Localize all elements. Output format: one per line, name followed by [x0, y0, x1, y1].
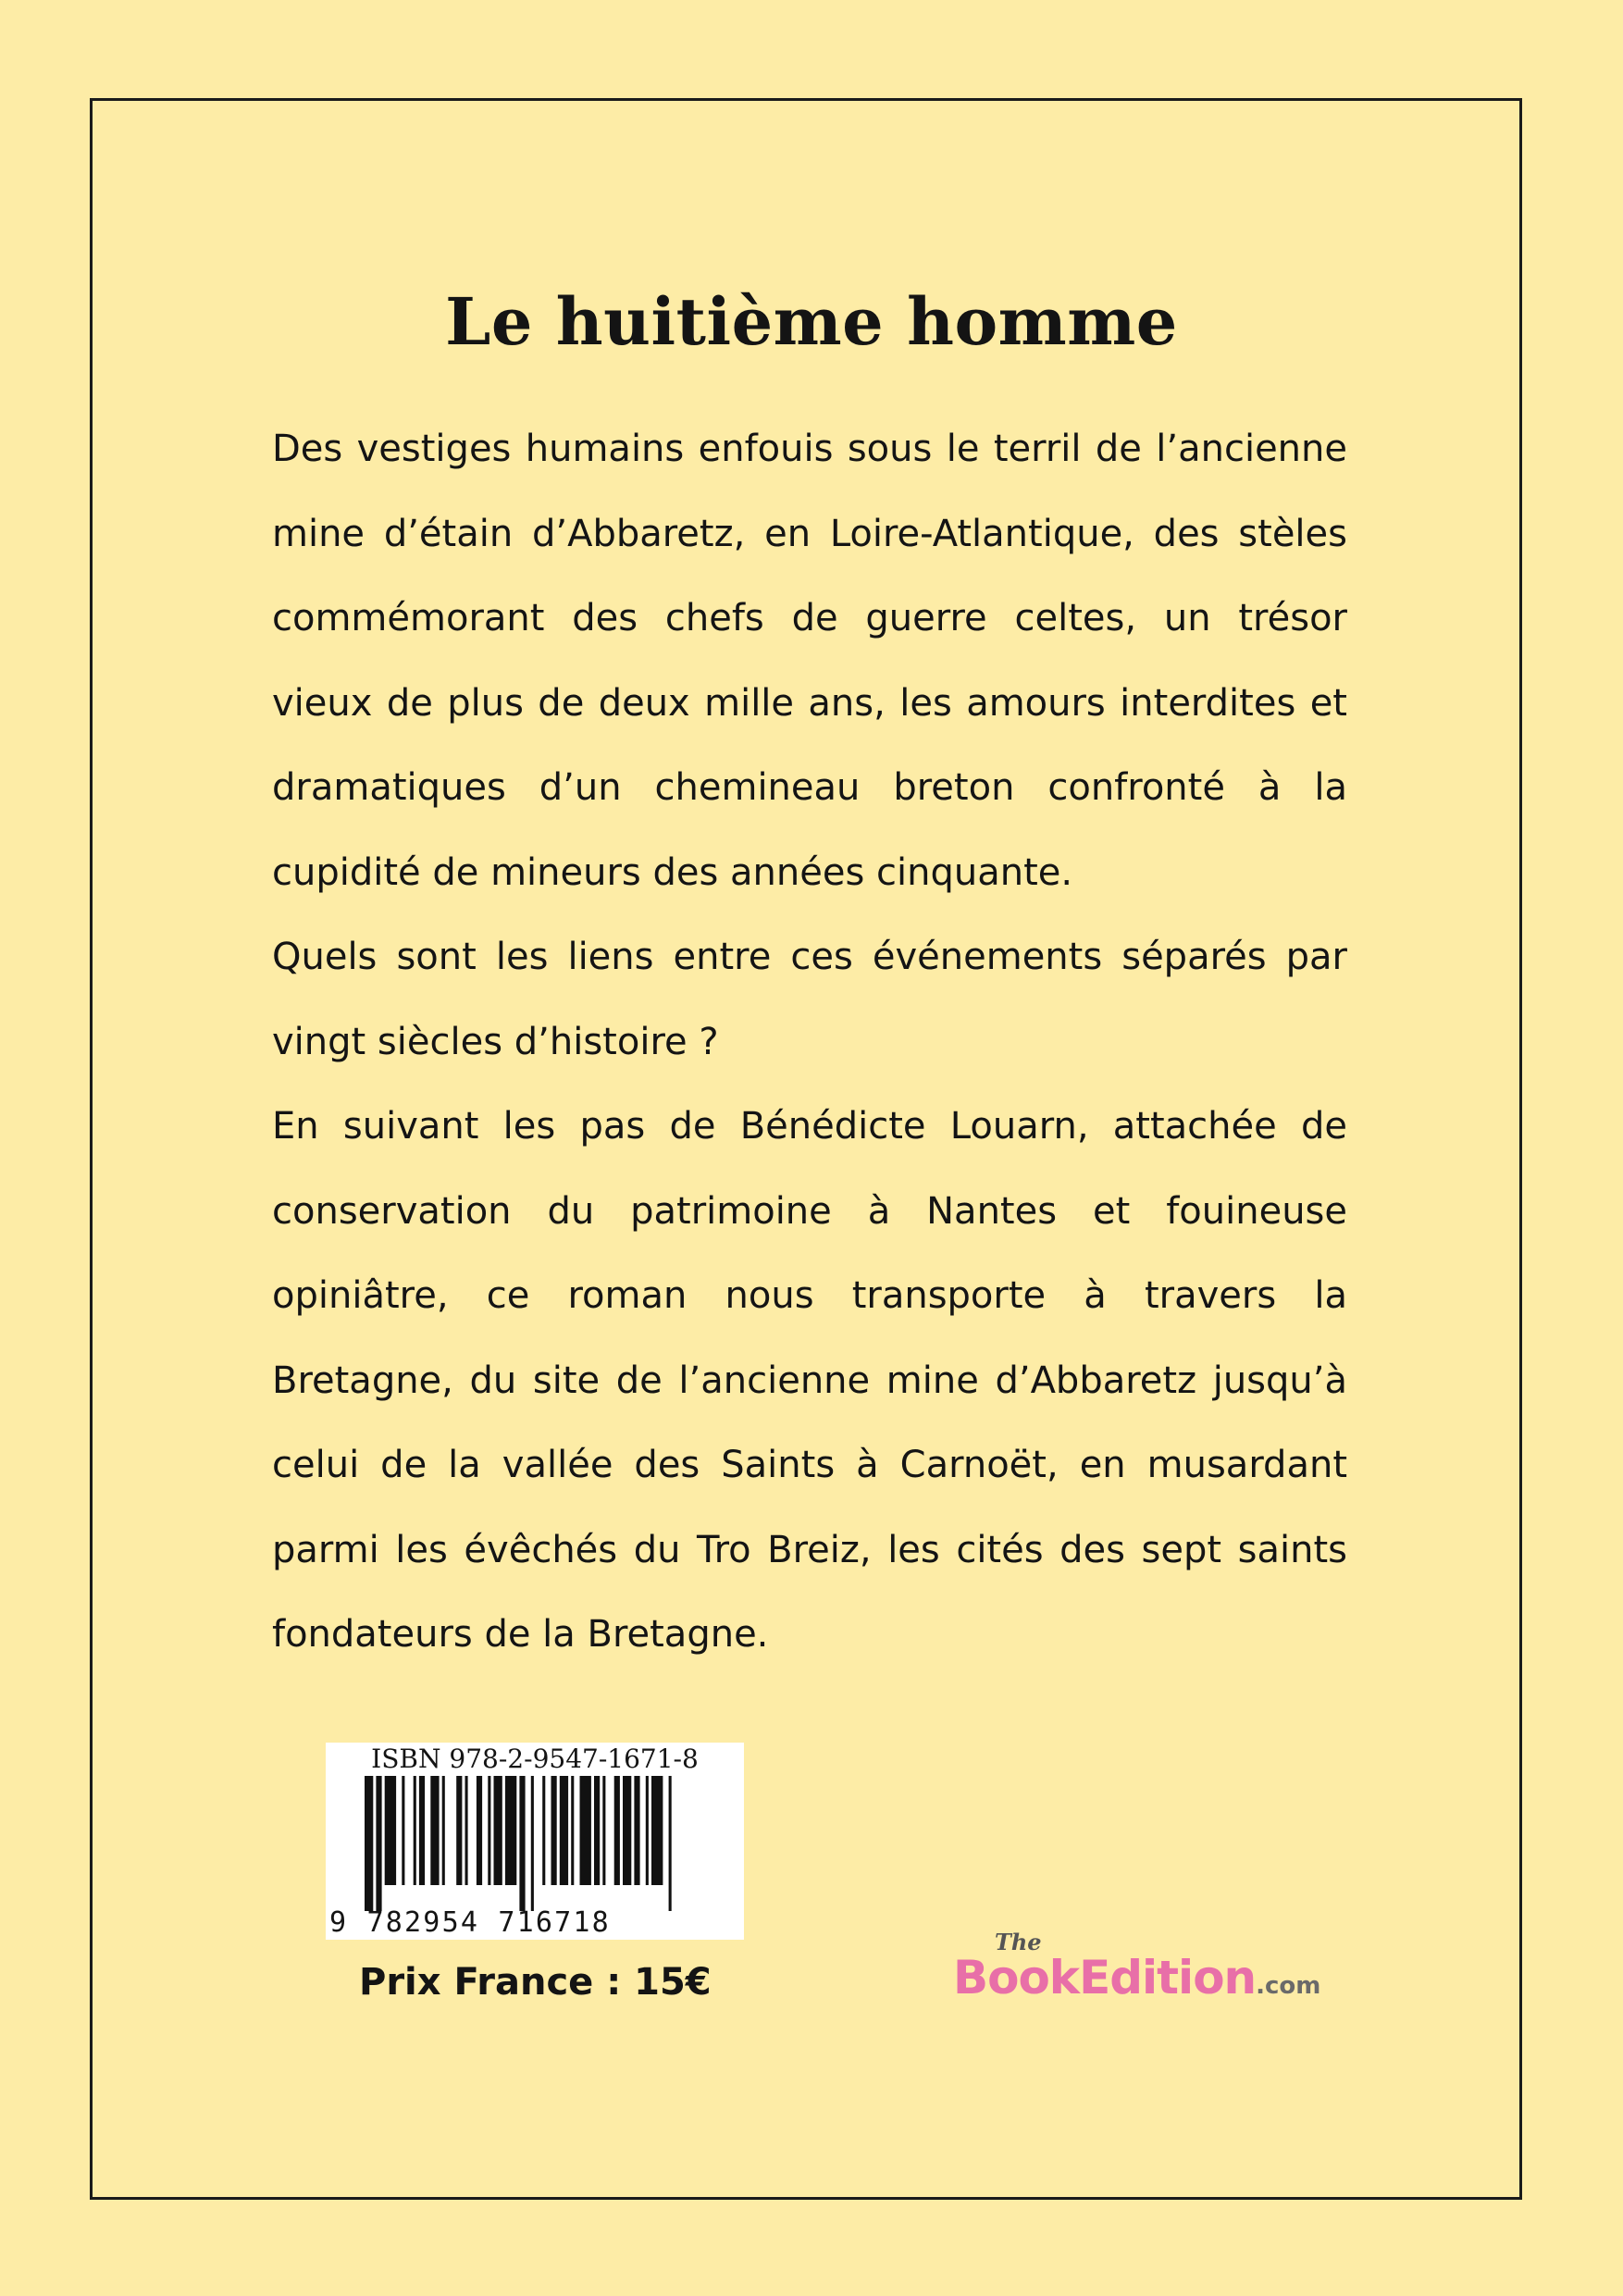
barcode-bar	[571, 1776, 574, 1885]
barcode-bar	[505, 1776, 516, 1885]
barcode-bar	[669, 1776, 672, 1911]
barcode-digits: 9 782954 716718	[329, 1906, 611, 1939]
barcode-bar	[419, 1776, 425, 1885]
barcode-bar	[477, 1776, 482, 1885]
barcode-bar	[456, 1776, 462, 1885]
barcode-bar	[519, 1776, 525, 1911]
barcode-bar	[531, 1776, 534, 1911]
logo-domain-suffix: .com	[1256, 1972, 1321, 2000]
barcode-bar	[651, 1776, 663, 1885]
barcode-bar	[560, 1776, 568, 1885]
barcode-bar	[646, 1776, 649, 1885]
barcode-bar	[614, 1776, 620, 1885]
barcode-bar	[594, 1776, 600, 1885]
barcode-bar	[602, 1776, 605, 1885]
barcode-bar	[623, 1776, 631, 1885]
barcode-bars	[359, 1776, 733, 1911]
summary-paragraph-3: En suivant les pas de Bénédicte Louarn, attachée de conservation du patrimoine à Nantes et fouineuse opiniâtre, ce roman nous transporte à travers la Bretagne, du site de l’ancienne mine d’Abbaretz jusqu’à celui de la vallée des Saints à Carnoët, en musardant parmi les évêchés du Tro Breiz, les cités des sept saints fondateurs de la Bretagne.	[272, 1105, 1347, 1656]
barcode-bar	[414, 1776, 416, 1885]
barcode-bar	[494, 1776, 502, 1885]
barcode-bar	[385, 1776, 396, 1885]
summary-paragraph-1: Des vestiges humains enfouis sous le terril de l’ancienne mine d’étain d’Abbaretz, en Loire-Atlantique, des stèles commémorant des chefs de guerre celtes, un trésor vieux de plus de deux mille ans, les amours interdites et dramatiques d’un chemineau breton confronté à la cupidité de mineurs des années cinquante.	[272, 428, 1347, 894]
isbn-label: ISBN 978-2-9547-1671-8	[371, 1744, 699, 1774]
barcode-bar	[365, 1776, 373, 1911]
logo-brand-name: BookEdition	[953, 1951, 1257, 2004]
barcode-bar	[580, 1776, 591, 1885]
isbn-barcode	[326, 1743, 744, 1940]
barcode-bar	[634, 1776, 639, 1885]
logo-brand-text	[953, 1950, 1320, 2014]
barcode-bar	[551, 1776, 557, 1885]
price-label: Prix France : 15€	[359, 1961, 712, 2004]
summary-paragraph-2: Quels sont les liens entre ces événements séparés par vingt siècles d’histoire ?	[272, 936, 1347, 1063]
barcode-bar	[542, 1776, 545, 1885]
barcode-bar	[430, 1776, 439, 1885]
barcode-bar	[376, 1776, 381, 1911]
publisher-logo	[953, 1930, 1332, 2022]
book-title: Le huitième homme	[445, 283, 1178, 360]
barcode-bar	[442, 1776, 445, 1885]
barcode-bar	[465, 1776, 468, 1885]
barcode-bar	[402, 1776, 404, 1885]
back-cover-text	[272, 407, 1347, 1678]
logo-the-text: The	[995, 1929, 1042, 1955]
barcode-bar	[488, 1776, 490, 1885]
